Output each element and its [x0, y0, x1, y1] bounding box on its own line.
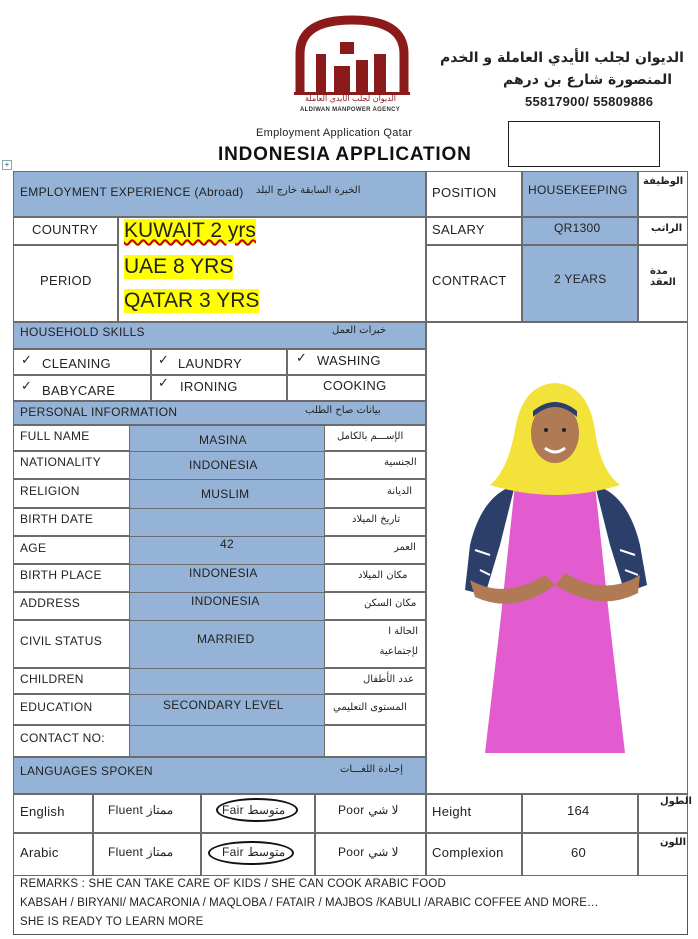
- pi-label-age: AGE: [20, 541, 47, 555]
- complexion-label: Complexion: [432, 845, 504, 860]
- pi-value-nationality: INDONESIA: [189, 458, 258, 472]
- position-value: HOUSEKEEPING: [528, 183, 628, 197]
- pi-label-nationality: NATIONALITY: [20, 455, 102, 469]
- pi-ar-birthdate: تاريخ الميلاد: [352, 514, 401, 525]
- languages-label: LANGUAGES SPOKEN: [20, 764, 153, 778]
- pi-value-fullname: MASINA: [199, 433, 247, 447]
- skill-cooking: COOKING: [323, 378, 387, 393]
- pi-value-education: SECONDARY LEVEL: [163, 698, 284, 712]
- skill-cleaning: CLEANING: [42, 356, 111, 371]
- experience-label: EMPLOYMENT EXPERIENCE (Abroad): [20, 185, 244, 199]
- skill-check-laundry[interactable]: ✓: [158, 352, 170, 367]
- pi-label-birthplace: BIRTH PLACE: [20, 568, 102, 582]
- logo-text-ar: الديوان لجلب الأيدي العاملة: [305, 94, 397, 103]
- lang-arabic-fluent: Fluent ممتاز: [108, 845, 174, 859]
- agency-address-ar: المنصورة شارع بن درهم: [503, 72, 673, 88]
- height-label-ar: الطول: [660, 796, 692, 807]
- skill-check-ironing[interactable]: ✓: [158, 375, 170, 390]
- agency-phones: 55817900/ 55809886: [525, 94, 654, 109]
- pi-label-address: ADDRESS: [20, 596, 81, 610]
- experience-label-ar: الخبرة السابقة خارج البلد: [256, 185, 361, 196]
- experience-entry-2: UAE 8 YRS: [124, 255, 234, 278]
- logo-text-en: ALDIWAN MANPOWER AGENCY: [300, 107, 401, 113]
- languages-label-ar: إجـادة اللغـــات: [340, 764, 404, 775]
- skill-check-cleaning[interactable]: ✓: [21, 352, 33, 367]
- pi-ar-birthplace: مكان الميلاد: [358, 570, 408, 581]
- complexion-label-ar: اللون: [660, 837, 687, 848]
- lang-english: English: [20, 804, 65, 819]
- contract-label: CONTRACT: [432, 273, 507, 288]
- skill-washing: WASHING: [317, 353, 381, 368]
- pi-label-civilstatus: CIVIL STATUS: [20, 634, 103, 648]
- pi-ar-civilstatus: الحالة ا لإجتماعية: [379, 626, 418, 657]
- skill-check-washing[interactable]: ✓: [296, 350, 308, 365]
- pi-label-fullname: FULL NAME: [20, 429, 90, 443]
- form-subtitle: Employment Application Qatar: [256, 127, 413, 139]
- form-title: INDONESIA APPLICATION: [218, 144, 472, 165]
- experience-entry-3: QATAR 3 YRS: [124, 289, 260, 312]
- skill-check-babycare[interactable]: ✓: [21, 378, 33, 393]
- lang-arabic-fair: Fair متوسط: [222, 845, 286, 859]
- pi-ar-address: مكان السكن: [364, 598, 417, 609]
- pi-value-age: 42: [220, 537, 234, 551]
- skill-laundry: LAUNDRY: [178, 356, 242, 371]
- personal-label-ar: بيانات صاح الطلب: [305, 405, 381, 416]
- pi-ar-education: المستوى التعليمي: [333, 702, 407, 713]
- pi-label-children: CHILDREN: [20, 672, 84, 686]
- contract-label-ar: مدة العقد: [650, 266, 676, 288]
- salary-value: QR1300: [554, 221, 601, 235]
- pi-value-address: INDONESIA: [191, 594, 260, 608]
- pi-label-contact: CONTACT NO:: [20, 731, 105, 745]
- pi-value-civilstatus: MARRIED: [197, 632, 255, 646]
- salary-label: SALARY: [432, 222, 485, 237]
- remarks-line-2: KABSAH / BIRYANI/ MACARONIA / MAQLOBA / FATAIR / MAJBOS /KABULI /ARABIC COFFEE AND MORE…: [20, 897, 599, 909]
- table-move-handle[interactable]: +: [2, 160, 12, 170]
- pi-value-birthplace: INDONESIA: [189, 566, 258, 580]
- contract-value: 2 YEARS: [554, 272, 607, 286]
- pi-label-birthdate: BIRTH DATE: [20, 512, 94, 526]
- lang-arabic-poor: Poor لا شي: [338, 845, 399, 859]
- pi-value-religion: MUSLIM: [201, 487, 250, 501]
- pi-label-education: EDUCATION: [20, 700, 93, 714]
- lang-english-fair: Fair متوسط: [222, 803, 286, 817]
- pi-ar-children: عدد الأطفال: [363, 674, 415, 685]
- agency-name-ar: الديوان لجلب الأيدي العاملة و الخدم: [440, 50, 684, 66]
- skill-ironing: IRONING: [180, 379, 238, 394]
- pi-ar-fullname: الإســـم بالكامل: [337, 431, 404, 442]
- position-label-ar: الوظيفة: [643, 176, 684, 187]
- lang-english-poor: Poor لا شي: [338, 803, 399, 817]
- complexion-value: 60: [571, 845, 587, 860]
- country-label: COUNTRY: [32, 222, 99, 237]
- lang-arabic: Arabic: [20, 845, 59, 860]
- pi-label-religion: RELIGION: [20, 484, 80, 498]
- period-label: PERIOD: [40, 273, 92, 288]
- pi-ar-religion: الديانة: [387, 486, 413, 497]
- height-value: 164: [567, 803, 590, 818]
- position-label: POSITION: [432, 185, 497, 200]
- skills-label-ar: خبرات العمل: [332, 325, 387, 336]
- experience-entry-1: KUWAIT 2 yrs: [124, 219, 256, 242]
- skills-label: HOUSEHOLD SKILLS: [20, 325, 145, 339]
- height-label: Height: [432, 804, 472, 819]
- agency-logo: [294, 14, 410, 120]
- pi-ar-age: العمر: [394, 542, 416, 553]
- skill-babycare: BABYCARE: [42, 383, 116, 398]
- lang-english-fluent: Fluent ممتاز: [108, 803, 174, 817]
- remarks-line-1: REMARKS : SHE CAN TAKE CARE OF KIDS / SHE CAN COOK ARABIC FOOD: [20, 878, 447, 890]
- applicant-photo: [460, 375, 650, 753]
- reference-box: [508, 121, 660, 167]
- pi-ar-nationality: الجنسية: [384, 457, 417, 468]
- remarks-line-3: SHE IS READY TO LEARN MORE: [20, 916, 204, 928]
- salary-label-ar: الراتب: [651, 223, 683, 234]
- personal-label: PERSONAL INFORMATION: [20, 405, 178, 419]
